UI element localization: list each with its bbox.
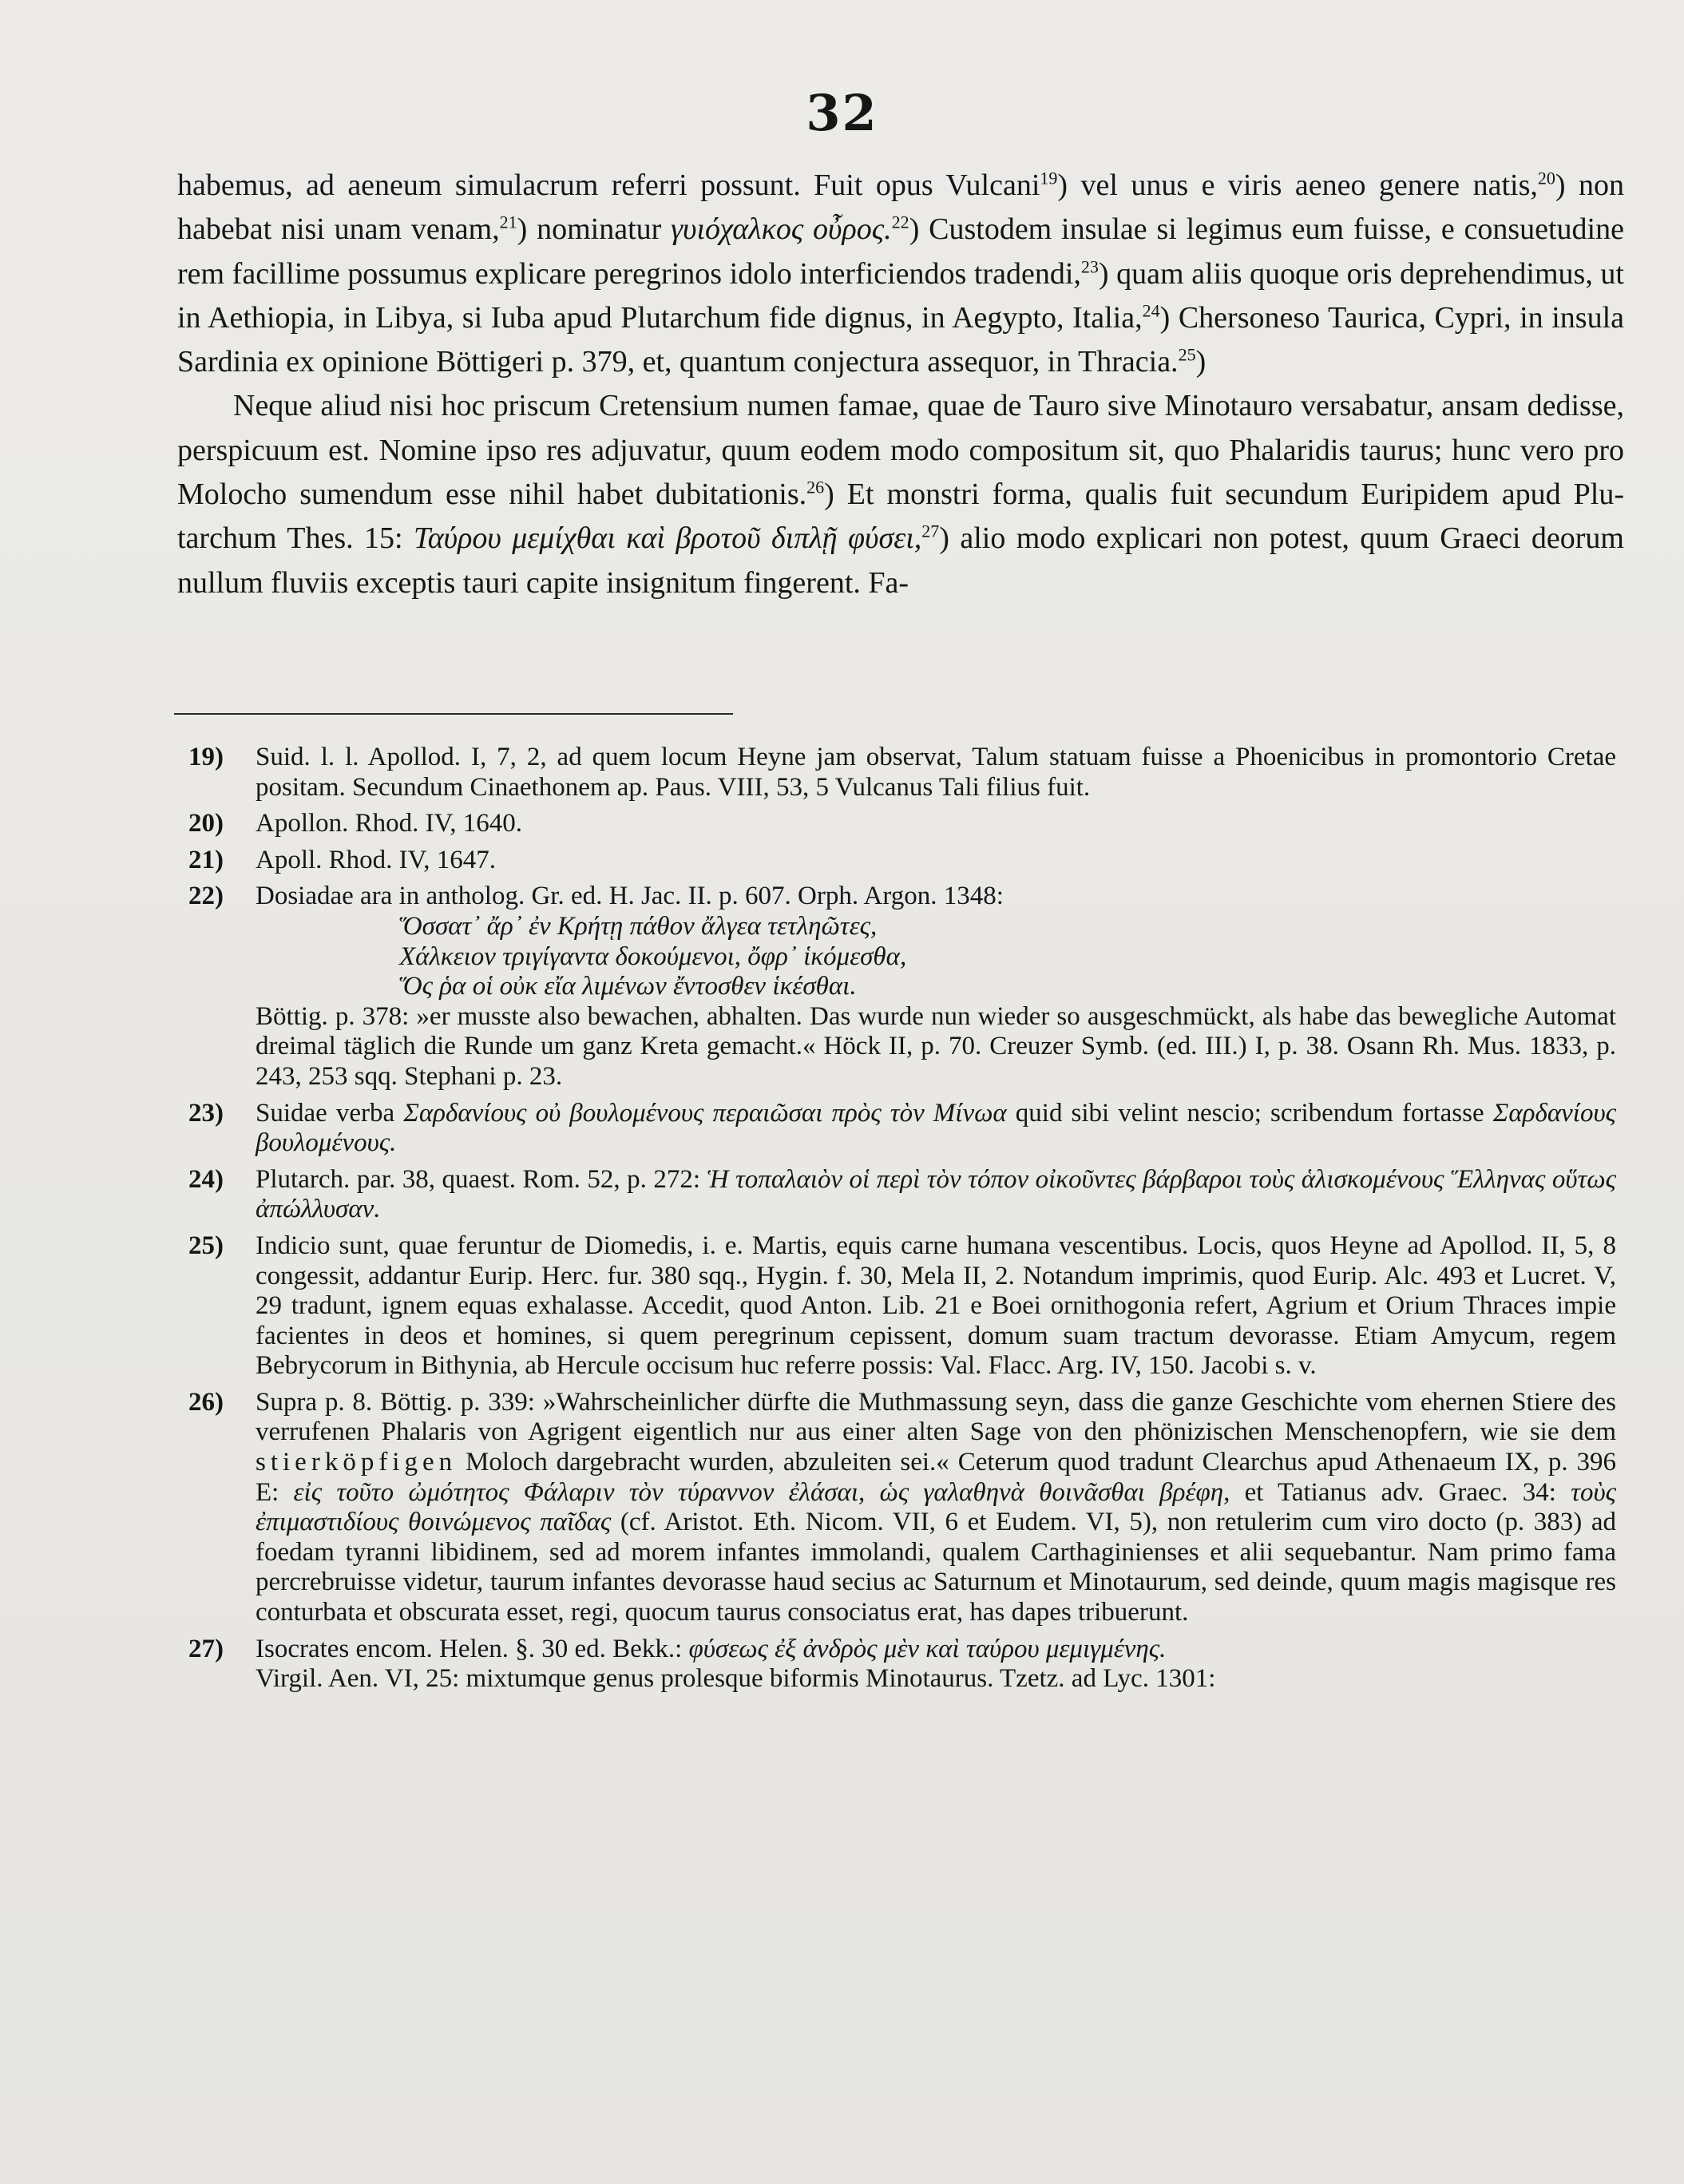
footnote-25 <box>188 1231 1616 1381</box>
footnote-ref-23: 23 <box>1080 256 1099 276</box>
greek-term: γυιόχαλκος οὖρος. <box>671 212 892 247</box>
footnote-text: et Tatianus adv. Graec. 34: <box>1230 1477 1571 1507</box>
footnote-ref-25: 25 <box>1178 344 1196 365</box>
footnote-text: Virgil. Aen. VI, 25: mixtumque genus prolesque biformis Minotaurus. Tzetz. ad Lyc. 1301: <box>256 1664 1216 1694</box>
footnote-text: Suid. l. l. Apollod. I, 7, 2, ad quem locum Heyne jam observat, Talum statuam fuisse a Phoenicibus in promontorio Cretae positam. Secundum Cinaethonem ap. Paus. VIII, 53, 5 Vulcanus Tali filius fuit. <box>256 743 1616 802</box>
footnote-text: Apollon. Rhod. IV, 1640. <box>256 809 522 838</box>
footnote-text: Moloch dargebracht wurden, abzuleiten sei.« Ceterum quod tradunt Clearchus apud Athenaeum IX, p. 396 E: <box>256 1448 1616 1507</box>
page-number: 32 <box>806 84 878 142</box>
greek-verse-1: Ὅσσατ᾽ ἄρ᾽ ἐν Κρήτῃ πάθον ἄλγεα τετληῶτες, <box>399 911 878 941</box>
greek-verse-3: Ὅς ῥα οἱ οὐκ εἴα λιμένων ἔντοσθεν ἱκέσθαι. <box>399 972 857 1001</box>
footnote-number: 19) <box>188 743 224 771</box>
footnote-number: 25) <box>188 1231 224 1260</box>
greek-phrase: φύσεως ἐξ ἀνδρὸς μὲν καὶ ταύρου μεμιγμένης. <box>688 1634 1167 1663</box>
paragraph-1: habemus, ad aeneum simulacrum referri possunt. Fuit opus Vulcani$^{19}$) vel unus e viris aeneo genere natis,$^{20}$) non habebat nisi unam venam,$^{21}$) nominatur γυιόχαλκος οὖρος.$^{22}$) Custodem insulae si legimus eum fuisse, e consuetudine rem facillime possumus explicare peregrinos idolo interficiendos tradendi,$^{23}$) quam aliis quoque oris deprehendimus, ut in Aethiopia, in Libya, si Iuba apud Plutarchum fide dignus, in Aegypto, Italia,$^{24}$) Chersoneso Taurica, Cypri, in insula Sardinia ex opinione Böttigeri p. 379, et, quantum conjectura assequor, in Thracia.$^{25}$) <box>177 168 1624 379</box>
greek-phrase: Ἡ τοπαλαιὸν οἱ περὶ τὸν τόπον οἰκοῦντες βάρβαροι τοὺς ἁλισκομένους Ἕλληνας οὕτως ἀπώλλυσαν. <box>256 1164 1616 1224</box>
footnote-number: 26) <box>188 1387 224 1417</box>
footnote-24 <box>188 1165 1616 1225</box>
footnote-text: Isocrates encom. Helen. §. 30 ed. Bekk.: <box>256 1634 689 1663</box>
greek-phrase: εἰς τοῦτο ὠμότητος Φάλαριν τὸν τύραννον ἐλάσαι, ὡς γαλαθηνὰ θοινᾶσθαι βρέφη, <box>293 1477 1230 1507</box>
footnote-text: Apoll. Rhod. IV, 1647. <box>256 845 496 874</box>
footnote-text: Dosiadae ara in antholog. Gr. ed. H. Jac. II. p. 607. Orph. Argon. 1348: <box>256 882 1004 911</box>
greek-phrase: Σαρδανίους οὐ βουλομένους περαιῶσαι πρὸς τὸν Μίνωα <box>403 1098 1007 1128</box>
main-text <box>177 164 1624 605</box>
footnote-ref-20: 20 <box>1537 168 1555 188</box>
footnote-text: Supra p. 8. Böttig. p. 339: »Wahrscheinlicher dürfte die Muthmassung seyn, dass die ganze Geschichte vom ehernen Stiere des verrufenen Phalaris von Agrigent eigentlich nur aus einer alten Sage von den phönizischen Menschenopfern, wie sie dem <box>256 1387 1616 1447</box>
footnote-23 <box>188 1099 1616 1159</box>
paragraph-2: Neque aliud nisi hoc priscum Cretensium numen famae, quae de Tauro sive Minotauro versabatur, ansam dedisse, perspicuum est. Nomine ipso res adjuvatur, quum eodem modo compositum sit, quo Phalaridis taurus; hunc vero pro Molocho sumendum esse nihil habet dubitationis.$^{26}$) Et monstri forma, qualis fuit secundum Euripidem apud Plutarchum Thes. 15: Ταύρου μεμίχθαι καὶ βροτοῦ διπλῇ φύσει,$^{27}$) alio modo explicari non potest, quum Graeci deorum nullum fluviis exceptis tauri capite insignitum fingerent. Fa- <box>177 389 1624 600</box>
footnote-ref-26: 26 <box>806 477 825 497</box>
footnote-separator <box>174 713 733 715</box>
footnote-19 <box>188 743 1616 803</box>
spaced-word: stierköpfigen <box>256 1448 458 1477</box>
greek-phrase: τοὺς ἐπιμαστιδίους θοινώμενος παῖδας <box>256 1477 1616 1537</box>
footnote-21 <box>188 846 1616 876</box>
footnote-text: quid sibi velint nescio; scribendum fortasse <box>1006 1098 1493 1128</box>
footnote-number: 23) <box>188 1098 224 1128</box>
footnote-20 <box>188 809 1616 839</box>
footnote-number: 24) <box>188 1164 224 1194</box>
greek-verse-2: Χάλκειον τριγίγαντα δοκούμενοι, ὄφρ᾽ ἱκόμεσθα, <box>399 941 907 971</box>
footnote-ref-22: 22 <box>891 212 909 232</box>
footnote-22 <box>188 882 1616 1092</box>
footnote-ref-21: 21 <box>499 212 517 232</box>
footnote-ref-19: 19 <box>1040 168 1058 188</box>
footnote-27 <box>188 1635 1616 1694</box>
footnote-ref-27: 27 <box>921 521 940 541</box>
footnote-text: Suidae verba <box>256 1098 404 1128</box>
footnote-26 <box>188 1388 1616 1628</box>
footnote-text: Indicio sunt, quae feruntur de Diomedis, i. e. Martis, equis carne humana vescentibus. Locis, quos Heyne ad Apollod. II, 5, 8 congessit, addantur Eurip. Herc. fur. 380 sqq., Hygin. f. 30, Mela II, 2. Notandum imprimis, quod Eurip. Alc. 493 et Lucret. V, 29 tradunt, ignem equas exhalasse. Accedit, quod Anton. Lib. 21 e Boei ornithogonia refert, Agrium et Orium Thraces impie facientes in deos et homines, si quem peregrinum cepissent, domum suam tractum devorasse. Etiam Amycum, regem Bebrycorum in Bithynia, ab Hercule occisum huc referre possis: Val. Flacc. Arg. IV, 150. Jacobi s. v. <box>256 1231 1616 1381</box>
footnote-text: Plutarch. par. 38, quaest. Rom. 52, p. 272: <box>256 1164 707 1194</box>
greek-phrase: Σαρδανίους βουλομένους. <box>256 1098 1616 1158</box>
greek-quote: Ταύρου μεμίχθαι καὶ βροτοῦ διπλῇ φύσει, <box>414 521 922 556</box>
footnote-number: 22) <box>188 882 224 911</box>
footnote-number: 27) <box>188 1634 224 1663</box>
footnote-ref-24: 24 <box>1142 300 1160 321</box>
footnote-number: 21) <box>188 845 224 874</box>
footnote-number: 20) <box>188 809 224 838</box>
footnote-text: (cf. Aristot. Eth. Nicom. VII, 6 et Eudem. VI, 5), non retulerim cum viro docto (p. 383) ad foedam tyranni libidinem, sed ad morem infantes immolandi, qualem Carthaginienses et alii sequebantur. Nam primo fama percrebruisse videtur, taurum infantes devorasse haud secius ac Saturnum et Minotaurum, sed deinde, quum magis magisque res conturbata et obscurata esset, regi, quocum taurus consociatus erat, has dapes tribuerunt. <box>256 1508 1616 1627</box>
footnotes <box>188 743 1616 1701</box>
footnote-text: Böttig. p. 378: »er musste also bewachen, abhalten. Das wurde nun wieder so ausgeschmückt, als habe das bewegliche Automat dreimal täglich die Runde um ganz Kreta gemacht.« Höck II, p. 70. Creuzer Symb. (ed. III.) I, p. 38. Osann Rh. Mus. 1833, p. 243, 253 sqq. Stephani p. 23. <box>256 1001 1616 1091</box>
